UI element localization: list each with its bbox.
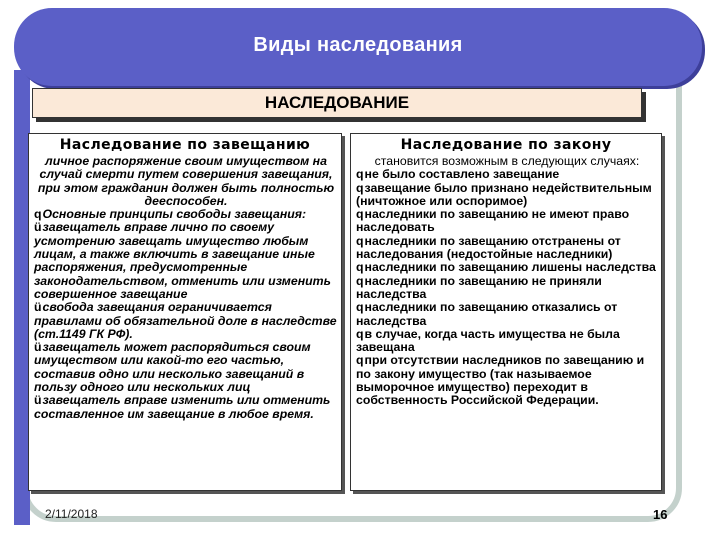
list-item-text: завещание было признано недействительным (ничтожное или оспоримое) <box>356 180 652 208</box>
title-bar <box>14 8 702 86</box>
list-item-text: наследники по завещанию отстранены от наследования (недостойные наследники) <box>356 233 621 262</box>
list-item <box>356 235 658 262</box>
list-item <box>356 275 658 302</box>
checkmark-icon: ü <box>34 340 42 355</box>
column-title: Наследование по закону <box>400 137 612 153</box>
list-item <box>356 261 658 274</box>
list-item <box>356 328 658 355</box>
list-item-text: наследники по завещанию отказались от наследства <box>356 300 618 328</box>
column-body <box>351 153 661 408</box>
list-item <box>356 208 658 235</box>
column-inheritance-by-will <box>28 133 342 491</box>
square-bullet-icon: q <box>34 207 42 222</box>
list-item-text: свобода завещания ограничивается правилами об обязательной доле в наследстве (ст.1149 ГК РФ). <box>34 300 337 341</box>
intro-text: личное распоряжение своим имуществом на случай смерти путем совершения завещания, при этом гражданин должен быть полностью дееспособен. <box>37 154 335 208</box>
footer-date: 2/11/2018 <box>45 507 98 521</box>
square-bullet-icon: q <box>356 167 364 182</box>
list-item <box>34 341 338 394</box>
square-bullet-icon: q <box>356 300 364 315</box>
heading-text: НАСЛЕДОВАНИЕ <box>264 93 410 112</box>
square-bullet-icon: q <box>356 233 364 248</box>
list-item-text: в случае, когда часть имущества не была завещана <box>356 326 620 355</box>
square-bullet-icon: q <box>356 353 364 368</box>
list-item <box>34 301 338 341</box>
list-item-text: наследники по завещанию лишены наследства <box>364 260 656 275</box>
list-item <box>34 221 338 301</box>
square-bullet-icon: q <box>356 207 364 222</box>
column-body <box>29 153 341 421</box>
list-item-text: при отсутствии наследников по завещанию и по закону имущество (так называемое выморочное имущество) переходит в собственность Российской Федерации. <box>356 353 645 408</box>
list-item <box>356 301 658 328</box>
column-title: Наследование по завещанию <box>59 137 311 153</box>
list-item-text: наследники по завещанию не имеют право наследовать <box>356 207 630 235</box>
principles-line <box>34 208 338 221</box>
principles-label: Основные принципы свободы завещания: <box>42 207 307 222</box>
slide-title: Виды наследования <box>253 34 463 56</box>
list-item <box>356 182 658 209</box>
list-item-text: завещатель вправе изменить или отменить составленное им завещание в любое время. <box>34 393 331 421</box>
list-item-text: не было составлено завещание <box>364 167 560 182</box>
checkmark-icon: ü <box>34 300 42 315</box>
heading-box <box>32 88 642 118</box>
square-bullet-icon: q <box>356 273 364 288</box>
square-bullet-icon: q <box>356 260 364 275</box>
list-item <box>34 394 338 421</box>
square-bullet-icon: q <box>356 180 364 195</box>
page-number: 16 <box>653 507 668 522</box>
intro-text: становится возможным в следующих случаях: <box>374 154 640 168</box>
square-bullet-icon: q <box>356 326 364 341</box>
list-item <box>356 168 658 181</box>
list-item-text: завещатель вправе лично по своему усмотрению завещать имущество любым лицам, а также включить в завещание иные распоряжения, предусмотренные законодательством, отменить или изменить совершенное завещание <box>34 220 331 301</box>
list-item-text: наследники по завещанию не приняли наследства <box>356 273 602 301</box>
column-inheritance-by-law <box>350 133 662 491</box>
list-item <box>356 354 658 407</box>
checkmark-icon: ü <box>34 220 42 235</box>
checkmark-icon: ü <box>34 393 42 408</box>
list-item-text: завещатель может распорядиться своим имуществом или какой-то его частью, составив одно или несколько завещаний в пользу одного или нескольких лиц <box>34 340 311 395</box>
